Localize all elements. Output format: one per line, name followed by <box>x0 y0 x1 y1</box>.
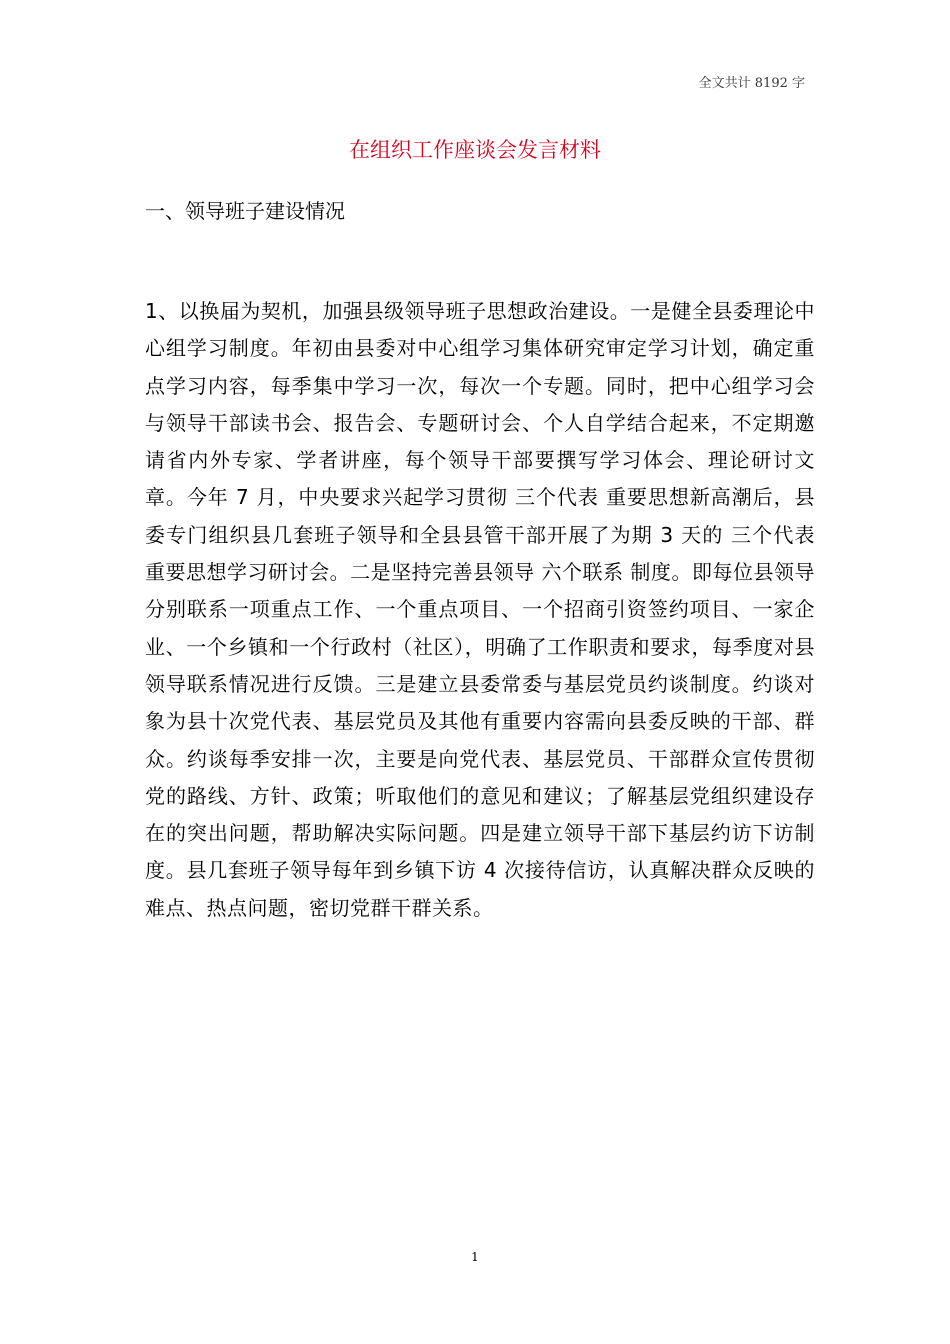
section-heading: 一、领导班子建设情况 <box>145 199 345 223</box>
body-paragraph: 1、以换届为契机，加强县级领导班子思想政治建设。一是健全县委理论中心组学习制度。年初由县委对中心组学习集体研究审定学习计划，确定重点学习内容，每季集中学习一次，每次一个专题。同时，把中心组学习会与领导干部读书会、报告会、专题研讨会、个人自学结合起来，不定期邀请省内外专家、学者讲座，每个领导干部要撰写学习体会、理论研讨文章。今年 7 月，中央要求兴起学习贯彻 三个代表 重要思想新高潮后，县委专门组织县几套班子领导和全县县管干部开展了为期 3 天的 三个代表 重要思想学习研讨会。二是坚持完善县领导 六个联系 制度。即每位县领导分别联系一项重点工作、一个重点项目、一个招商引资签约项目、一家企业、一个乡镇和一个行政村（社区），明确了工作职责和要求，每季度对县领导联系情况进行反馈。三是建立县委常委与基层党员约谈制度。约谈对象为县十次党代表、基层党员及其他有重要内容需向县委反映的干部、群众。约谈每季安排一次，主要是向党代表、基层党员、干部群众宣传贯彻党的路线、方针、政策；听取他们的意见和建议；了解基层党组织建设存在的突出问题，帮助解决实际问题。四是建立领导干部下基层约访下访制度。县几套班子领导每年到乡镇下访 4 次接待信访，认真解决群众反映的难点、热点问题，密切党群干群关系。 <box>145 299 815 920</box>
document-title: 在组织工作座谈会发言材料 <box>349 138 601 162</box>
word-count-label: 全文共计 8192 字 <box>698 76 805 91</box>
page-number: 1 <box>471 1250 479 1264</box>
